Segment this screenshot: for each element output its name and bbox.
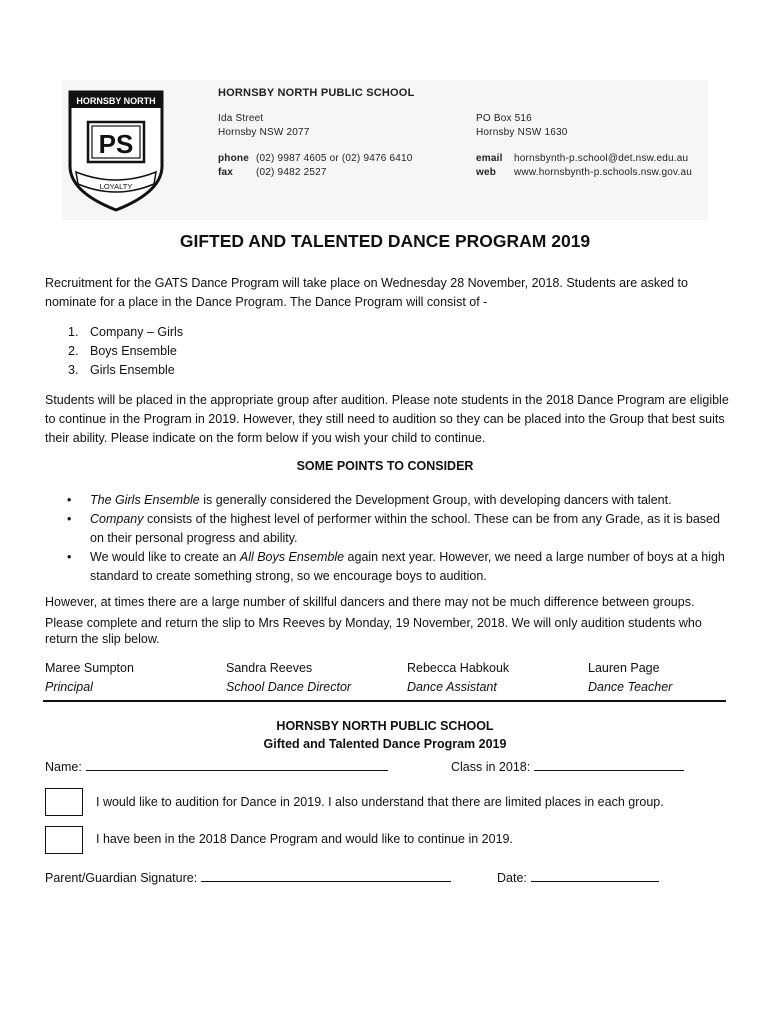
phone-number: (02) 9987 4605 or (02) 9476 6410 bbox=[256, 153, 413, 164]
name-field-row bbox=[45, 757, 388, 777]
fax-number: (02) 9482 2527 bbox=[256, 167, 327, 178]
staff-name: Lauren Page bbox=[588, 661, 660, 675]
continue-option-label: I have been in the 2018 Dance Program and would like to continue in 2019. bbox=[96, 832, 513, 846]
list-label: Girls Ensemble bbox=[90, 363, 175, 377]
point-text: again next year. However, we need a large number of boys at a high standard to create something strong, so we encourage boys to audition. bbox=[90, 550, 725, 583]
date-label: Date: bbox=[497, 871, 527, 885]
bullet-icon: • bbox=[67, 493, 72, 507]
po-box: PO Box 516 bbox=[476, 113, 532, 124]
audition-option-label: I would like to audition for Dance in 2019. I also understand that there are limited places in each group. bbox=[96, 795, 664, 809]
phone-label: phone bbox=[218, 153, 249, 164]
list-number: 2. bbox=[68, 344, 79, 358]
list-item bbox=[45, 548, 735, 586]
staff-principal bbox=[45, 659, 225, 697]
name-field[interactable] bbox=[86, 757, 388, 771]
list-number: 3. bbox=[68, 363, 79, 377]
staff-dance-assistant bbox=[407, 659, 587, 697]
school-crest-logo bbox=[66, 88, 166, 214]
list-item bbox=[45, 491, 735, 510]
placement-paragraph: Students will be placed in the appropriate group after audition. Please note students in the 2018 Dance Program are eligible to continue in the Program in 2019. However, they still need to audition so they can be placed into the Group that best suits their ability. Please indicate on the form below if you wish your child to continue. bbox=[45, 393, 729, 445]
signature-field[interactable] bbox=[201, 868, 451, 882]
class-label: Class in 2018: bbox=[451, 760, 531, 774]
continue-checkbox[interactable] bbox=[45, 826, 83, 854]
bullet-icon: • bbox=[67, 550, 72, 564]
staff-name: Maree Sumpton bbox=[45, 661, 134, 675]
email-row bbox=[476, 152, 688, 166]
intro-paragraph: Recruitment for the GATS Dance Program will take place on Wednesday 28 November, 2018. Students are asked to nominate for a place in the Dance Program. The Dance Program will consist of - bbox=[45, 276, 688, 309]
list-label: Boys Ensemble bbox=[90, 344, 177, 358]
phone-row bbox=[218, 152, 413, 166]
point-prefix: We would like to create an bbox=[90, 550, 240, 564]
difference-paragraph: However, at times there are a large number of skillful dancers and there may not be much difference between groups. bbox=[45, 595, 695, 609]
group-list bbox=[45, 323, 183, 380]
list-item bbox=[45, 342, 183, 361]
street-address: Ida Street bbox=[218, 113, 264, 124]
crest-motto: LOYALTY bbox=[99, 182, 133, 191]
staff-dance-director bbox=[226, 659, 406, 697]
list-number: 1. bbox=[68, 325, 79, 339]
list-item bbox=[45, 361, 183, 380]
audition-checkbox[interactable] bbox=[45, 788, 83, 816]
name-label: Name: bbox=[45, 760, 82, 774]
slip-program-heading: Gifted and Talented Dance Program 2019 bbox=[263, 737, 507, 751]
email-address: hornsbynth-p.school@det.nsw.edu.au bbox=[514, 153, 689, 164]
email-label: email bbox=[476, 153, 503, 164]
list-item bbox=[45, 510, 735, 548]
point-emphasis: All Boys Ensemble bbox=[239, 550, 345, 564]
crest-top-text: HORNSBY NORTH bbox=[76, 96, 156, 106]
web-label: web bbox=[476, 167, 497, 178]
fax-label: fax bbox=[218, 167, 234, 178]
point-emphasis: The Girls Ensemble bbox=[90, 493, 200, 507]
point-emphasis: Company bbox=[90, 512, 144, 526]
web-row bbox=[476, 166, 692, 180]
letterhead bbox=[62, 80, 708, 220]
staff-role: Dance Teacher bbox=[588, 680, 673, 694]
date-field[interactable] bbox=[531, 868, 659, 882]
web-address: www.hornsbynth-p.schools.nsw.gov.au bbox=[514, 167, 693, 178]
bullet-icon: • bbox=[67, 512, 72, 526]
po-suburb: Hornsby NSW 1630 bbox=[476, 127, 568, 138]
page-title: GIFTED AND TALENTED DANCE PROGRAM 2019 bbox=[179, 231, 591, 251]
divider bbox=[43, 700, 726, 702]
class-field[interactable] bbox=[534, 757, 684, 771]
fax-row bbox=[218, 166, 327, 180]
signature-label: Parent/Guardian Signature: bbox=[45, 871, 198, 885]
staff-role: School Dance Director bbox=[226, 680, 352, 694]
class-field-row bbox=[451, 757, 684, 777]
list-label: Company – Girls bbox=[90, 325, 184, 339]
return-note-paragraph: Please complete and return the slip to Mrs Reeves by Monday, 19 November, 2018. We will only audition students who return the slip below. bbox=[45, 616, 702, 646]
staff-name: Rebecca Habkouk bbox=[407, 661, 510, 675]
list-item bbox=[45, 323, 183, 342]
staff-dance-teacher bbox=[588, 659, 768, 697]
date-field-row bbox=[497, 868, 659, 888]
slip-school-heading: HORNSBY NORTH PUBLIC SCHOOL bbox=[276, 719, 494, 733]
points-list bbox=[45, 491, 735, 586]
street-suburb: Hornsby NSW 2077 bbox=[218, 127, 310, 138]
signature-field-row bbox=[45, 868, 451, 888]
point-text: consists of the highest level of performer within the school. These can be from any Grade, as it is based on their personal progress and ability. bbox=[90, 512, 720, 545]
staff-role: Principal bbox=[45, 680, 93, 694]
staff-name: Sandra Reeves bbox=[226, 661, 313, 675]
letterhead-school-name: HORNSBY NORTH PUBLIC SCHOOL bbox=[218, 87, 415, 99]
staff-role: Dance Assistant bbox=[407, 680, 497, 694]
points-heading: SOME POINTS TO CONSIDER bbox=[296, 459, 474, 473]
crest-initials: PS bbox=[98, 129, 134, 159]
point-text: is generally considered the Development Group, with developing dancers with talent. bbox=[199, 493, 672, 507]
